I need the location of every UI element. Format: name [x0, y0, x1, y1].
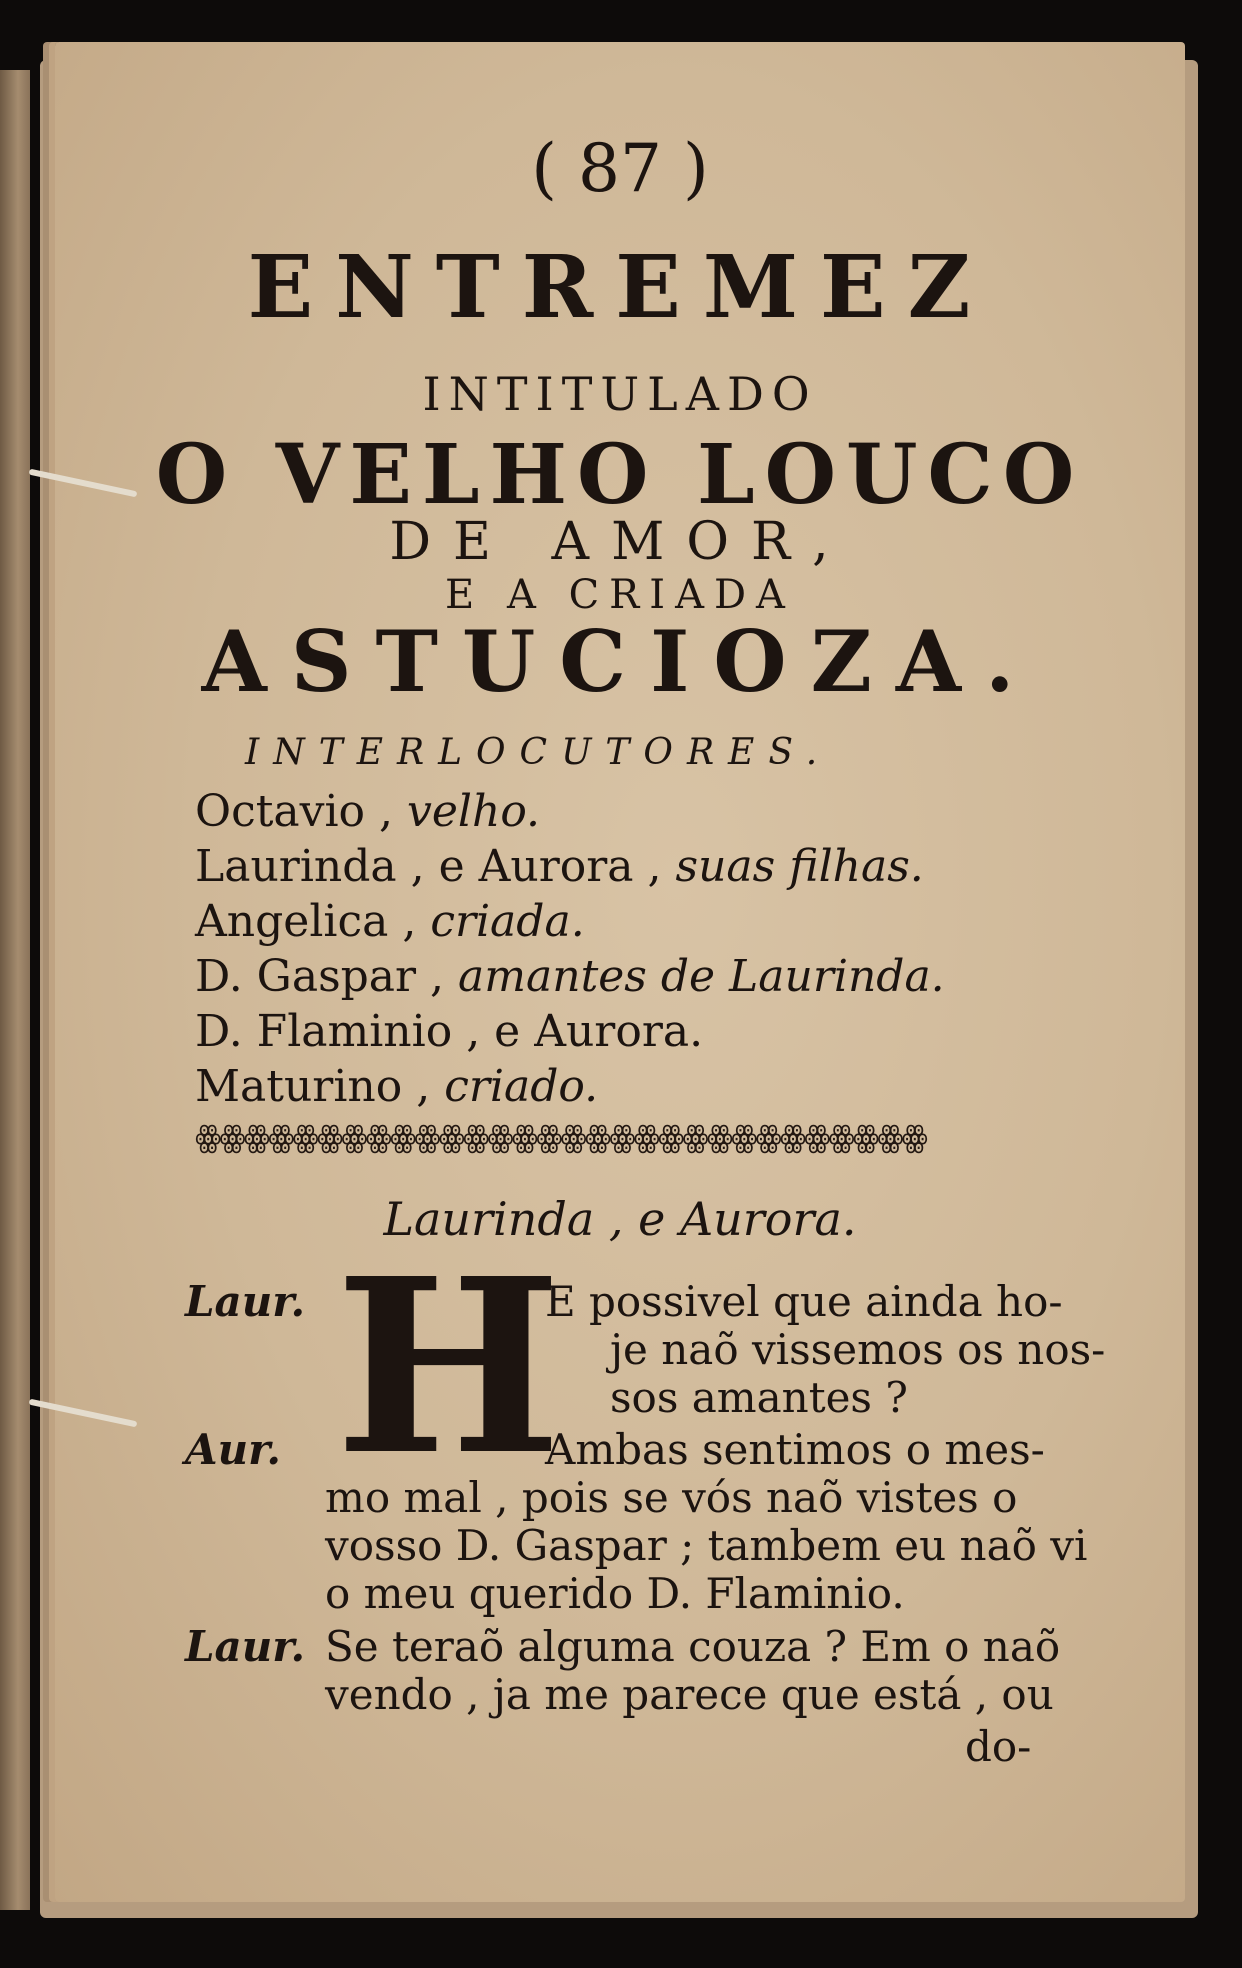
title-line-1: ENTREMEZ: [247, 237, 993, 338]
text-line: je naõ vissemos os nos-: [610, 1325, 1106, 1374]
speaker-label: Laur.: [185, 1277, 306, 1326]
cast-entry: [195, 1059, 945, 1114]
page-number: ( 87 ): [531, 130, 709, 207]
cast-role: velho.: [407, 786, 541, 837]
cast-entry: [195, 949, 945, 1004]
cast-entry: [195, 894, 945, 949]
facing-page-edge: [0, 70, 30, 1910]
cast-role: criada.: [430, 896, 585, 947]
title-line-5: E A CRIADA: [445, 572, 795, 618]
text-line: Ambas sentimos o mes-: [545, 1425, 1045, 1474]
cast-name: Maturino ,: [195, 1061, 431, 1112]
cast-role: suas filhas.: [675, 841, 924, 892]
cast-name: Octavio ,: [195, 786, 394, 837]
text-line: Se teraõ alguma couza ? Em o naõ: [325, 1622, 1061, 1671]
cast-name: Angelica ,: [195, 896, 417, 947]
text-line: sos amantes ?: [610, 1373, 908, 1422]
cast-name: D. Flaminio , e Aurora.: [195, 1006, 704, 1057]
text-line: mo mal , pois se vós naõ vistes o: [325, 1473, 1018, 1522]
text-line: vosso D. Gaspar ; tambem eu naõ vi: [325, 1521, 1088, 1570]
text-line: E possivel que ainda ho-: [545, 1277, 1063, 1326]
book-page: [55, 42, 1185, 1902]
cast-entry: [195, 1004, 945, 1059]
scene-heading: Laurinda , e Aurora.: [383, 1192, 857, 1246]
cast-name: Laurinda , e Aurora ,: [195, 841, 662, 892]
speaker-label: Aur.: [185, 1425, 282, 1474]
cast-list: [195, 784, 945, 1114]
title-line-6: ASTUCIOZA.: [201, 612, 1039, 711]
page-content: [55, 42, 1185, 1902]
cast-name: D. Gaspar ,: [195, 951, 445, 1002]
title-line-4: DE AMOR,: [389, 512, 851, 572]
catchword: do-: [965, 1722, 1032, 1771]
cast-entry: [195, 784, 945, 839]
cast-entry: [195, 839, 945, 894]
title-line-2: INTITULADO: [422, 367, 818, 421]
interlocutores-heading: INTERLOCUTORES.: [245, 732, 832, 773]
speaker-label: Laur.: [185, 1622, 306, 1671]
title-line-3: O VELHO LOUCO: [155, 427, 1085, 523]
cast-role: criado.: [444, 1061, 599, 1112]
ornamental-divider: ꙮꙮꙮꙮꙮꙮꙮꙮꙮꙮꙮꙮꙮꙮꙮꙮꙮꙮꙮꙮꙮꙮꙮꙮꙮꙮꙮꙮꙮꙮ: [195, 1122, 927, 1154]
text-line: vendo , ja me parece que está , ou: [325, 1670, 1054, 1719]
drop-cap: H: [335, 1226, 562, 1508]
text-line: o meu querido D. Flaminio.: [325, 1569, 905, 1618]
cast-role: amantes de Laurinda.: [458, 951, 945, 1002]
